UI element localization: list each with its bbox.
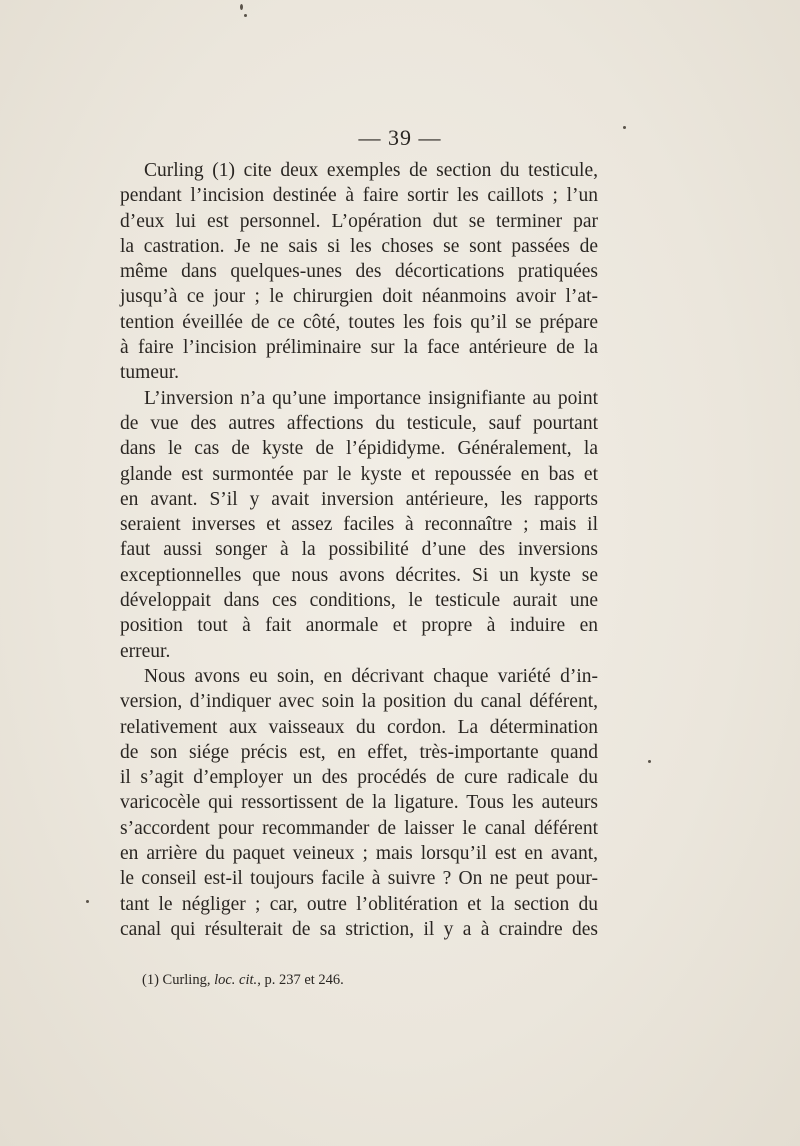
paper-speck — [240, 4, 243, 10]
text-line: canal qui résulterait de sa striction, il y a à craindre des — [120, 918, 598, 940]
footnote-suffix: , p. 237 et 246. — [257, 972, 344, 988]
text-line: position tout à fait anormale et propre à induire en — [120, 615, 598, 637]
footnote — [142, 972, 344, 989]
text-line: Nous avons eu soin, en décrivant chaque variété d’in- — [144, 665, 598, 687]
paper-speck — [648, 760, 651, 763]
text-line: L’inversion n’a qu’une importance insignifiante au point — [144, 387, 598, 409]
text-line: relativement aux vaisseaux du cordon. La détermination — [120, 716, 598, 738]
text-line: tant le négliger ; car, outre l’oblitération et la section du — [120, 893, 598, 915]
text-line: erreur. — [120, 640, 171, 662]
text-line: s’accordent pour recommander de laisser le canal déférent — [120, 817, 598, 839]
text-line: à faire l’incision préliminaire sur la face antérieure de la — [120, 337, 598, 359]
text-line: pendant l’incision destinée à faire sortir les caillots ; l’un — [120, 185, 598, 207]
text-line: de son siége précis est, en effet, très-importante quand — [120, 741, 598, 763]
text-line: en arrière du paquet veineux ; mais lorsqu’il est en avant, — [120, 843, 598, 865]
text-line: tumeur. — [120, 362, 180, 384]
text-line: Curling (1) cite deux exemples de section du testicule, — [144, 160, 598, 181]
text-line: développait dans ces conditions, le testicule aurait une — [120, 590, 598, 612]
text-line: varicocèle qui ressortissent de la ligature. Tous les auteurs — [120, 792, 598, 814]
text-line: seraient inverses et assez faciles à reconnaître ; mais il — [120, 514, 598, 536]
text-line: le conseil est-il toujours facile à suivre ? On ne peut pour- — [120, 868, 598, 890]
text-line: de vue des autres affections du testicule, sauf pourtant — [120, 412, 598, 434]
text-line: la castration. Je ne sais si les choses se sont passées de — [120, 235, 598, 257]
text-line: il s’agit d’employer un des procédés de cure radicale du — [120, 767, 598, 789]
body-text — [120, 158, 598, 942]
text-line: même dans quelques-unes des décortications pratiquées — [120, 261, 598, 283]
text-line: version, d’indiquer avec soin la position du canal déférent, — [120, 691, 598, 713]
page-number: — 39 — — [358, 125, 442, 150]
text-line: dans le cas de kyste de l’épididyme. Généralement, la — [120, 438, 598, 460]
paper-speck — [623, 126, 626, 129]
footnote-prefix: (1) Curling, — [142, 972, 215, 988]
text-line: glande est surmontée par le kyste et repoussée en bas et — [120, 463, 598, 485]
text-line: tention éveillée de ce côté, toutes les fois qu’il se prépare — [120, 311, 598, 333]
text-line: en avant. S’il y avait inversion antérieure, les rapports — [120, 488, 598, 510]
text-line: faut aussi songer à la possibilité d’une des inversions — [120, 539, 598, 561]
text-line: jusqu’à ce jour ; le chirurgien doit néanmoins avoir l’at- — [120, 286, 598, 308]
text-line: d’eux lui est personnel. L’opération dut se terminer par — [120, 210, 598, 232]
text-line: exceptionnelles que nous avons décrites. Si un kyste se — [120, 564, 598, 586]
paper-speck — [244, 14, 247, 17]
footnote-citation: loc. cit. — [214, 972, 258, 988]
paper-speck — [86, 900, 89, 903]
